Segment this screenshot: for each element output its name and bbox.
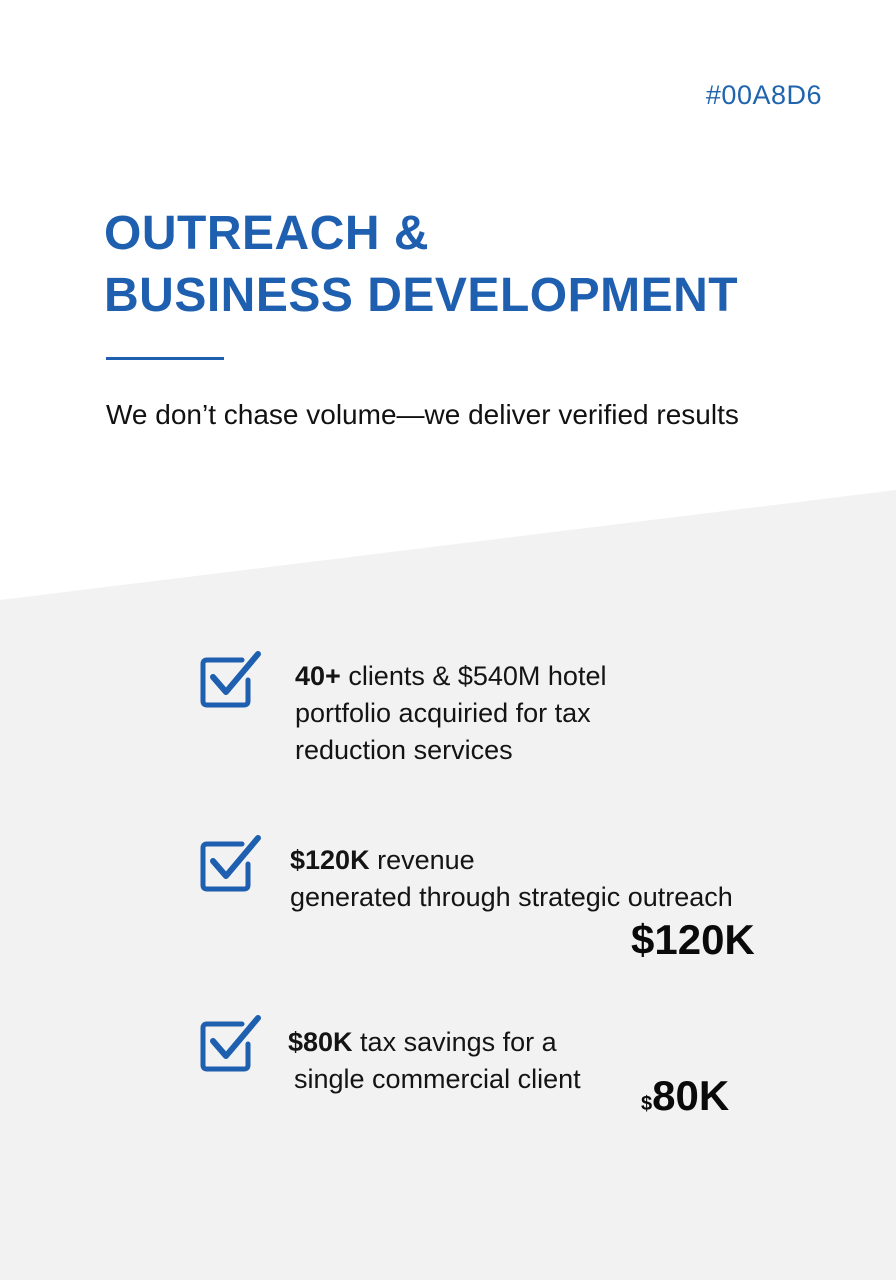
checkbox-check-icon xyxy=(198,650,262,710)
item-value: $80K xyxy=(288,1027,353,1057)
item-value: 40+ xyxy=(295,661,341,691)
checkbox-check-icon xyxy=(198,834,262,894)
checkbox-check-icon xyxy=(198,1014,262,1074)
item-text: $120K revenue generated through strategic outreach xyxy=(290,845,733,912)
title-line-2: BUSINESS DEVELOPMENT xyxy=(104,269,739,322)
title-divider xyxy=(106,357,224,360)
color-code-label: #00A8D6 xyxy=(705,80,822,110)
highlight-value: $120K xyxy=(631,916,755,963)
item-value: $120K xyxy=(290,845,370,875)
highlight-value: $80K xyxy=(641,1072,730,1119)
item-text: 40+ clients & $540M hotel portfolio acquiried for tax reduction services xyxy=(295,661,607,765)
title-line-1: OUTREACH & xyxy=(104,207,429,260)
subtitle: We don’t chase volume—we deliver verified results xyxy=(106,399,739,430)
item-text: $80K tax savings for a single commercial client xyxy=(288,1027,581,1094)
page-title xyxy=(104,203,738,327)
